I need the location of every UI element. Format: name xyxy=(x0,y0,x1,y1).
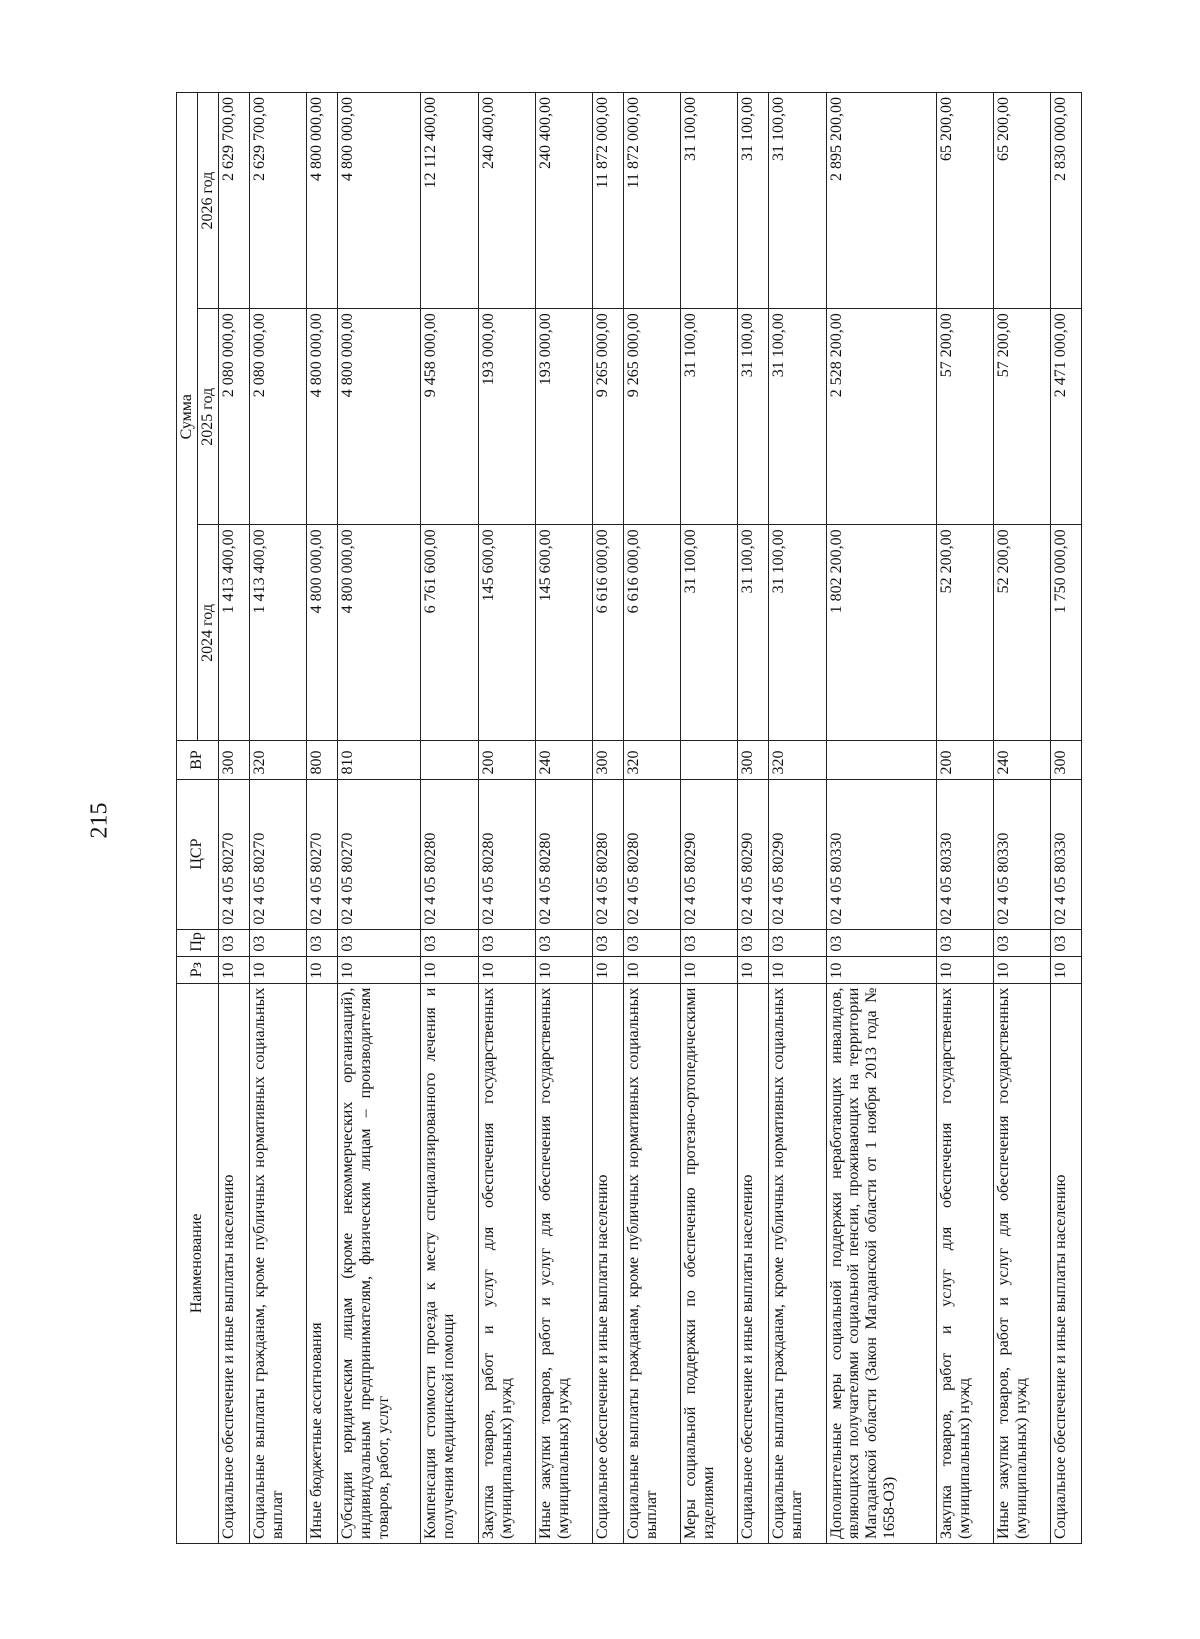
header-rz: Рз xyxy=(177,956,219,983)
cell-csr: 02 4 05 80290 xyxy=(738,779,769,929)
cell-rz: 10 xyxy=(1051,956,1082,983)
cell-vr xyxy=(421,741,478,779)
cell-rz: 10 xyxy=(593,956,624,983)
cell-2024: 31 100,00 xyxy=(769,525,826,741)
cell-2024: 6 761 600,00 xyxy=(421,525,478,741)
cell-2024: 145 600,00 xyxy=(478,525,535,741)
cell-2026: 240 400,00 xyxy=(478,93,535,309)
cell-csr: 02 4 05 80270 xyxy=(306,779,337,929)
cell-vr: 320 xyxy=(623,741,680,779)
cell-pr: 03 xyxy=(306,929,337,956)
cell-rz: 10 xyxy=(249,956,306,983)
cell-2026: 31 100,00 xyxy=(738,93,769,309)
cell-name: Социальное обеспечение и иные выплаты населению xyxy=(593,983,624,1543)
cell-2024: 31 100,00 xyxy=(738,525,769,741)
cell-2024: 1 413 400,00 xyxy=(218,525,249,741)
cell-2026: 31 100,00 xyxy=(769,93,826,309)
table-row xyxy=(826,93,936,1544)
cell-name: Иные закупки товаров, работ и услуг для обеспечения государственных (муниципальных) нужд xyxy=(993,983,1050,1543)
cell-vr: 200 xyxy=(936,741,993,779)
cell-2024: 1 802 200,00 xyxy=(826,525,936,741)
cell-csr: 02 4 05 80270 xyxy=(249,779,306,929)
cell-vr: 320 xyxy=(249,741,306,779)
table-row xyxy=(218,93,249,1544)
cell-pr: 03 xyxy=(421,929,478,956)
cell-2026: 11 872 000,00 xyxy=(623,93,680,309)
header-sum: Сумма xyxy=(177,93,198,742)
cell-csr: 02 4 05 80280 xyxy=(623,779,680,929)
cell-name: Социальное обеспечение и иные выплаты населению xyxy=(1051,983,1082,1543)
cell-rz: 10 xyxy=(769,956,826,983)
cell-2024: 52 200,00 xyxy=(993,525,1050,741)
table-row xyxy=(681,93,738,1544)
cell-2025: 4 800 000,00 xyxy=(306,309,337,525)
cell-vr: 300 xyxy=(218,741,249,779)
cell-name: Социальные выплаты гражданам, кроме публичных нормативных социальных выплат xyxy=(769,983,826,1543)
cell-rz: 10 xyxy=(936,956,993,983)
cell-2026: 65 200,00 xyxy=(993,93,1050,309)
cell-2024: 4 800 000,00 xyxy=(306,525,337,741)
cell-pr: 03 xyxy=(769,929,826,956)
cell-2026: 4 800 000,00 xyxy=(306,93,337,309)
cell-name: Меры социальной поддержки по обеспечению протезно-ортопедическими изделиями xyxy=(681,983,738,1543)
cell-vr: 300 xyxy=(1051,741,1082,779)
table-header xyxy=(177,93,219,1544)
cell-pr: 03 xyxy=(936,929,993,956)
cell-vr: 810 xyxy=(337,741,421,779)
cell-2026: 11 872 000,00 xyxy=(593,93,624,309)
header-name: Наименование xyxy=(177,983,219,1543)
cell-vr: 300 xyxy=(593,741,624,779)
cell-2026: 2 629 700,00 xyxy=(249,93,306,309)
cell-2025: 193 000,00 xyxy=(478,309,535,525)
table-row xyxy=(478,93,535,1544)
cell-2026: 2 830 000,00 xyxy=(1051,93,1082,309)
cell-name: Социальное обеспечение и иные выплаты населению xyxy=(738,983,769,1543)
cell-2025: 31 100,00 xyxy=(681,309,738,525)
cell-2025: 193 000,00 xyxy=(535,309,592,525)
cell-2025: 31 100,00 xyxy=(738,309,769,525)
cell-pr: 03 xyxy=(218,929,249,956)
cell-name: Социальные выплаты гражданам, кроме публичных нормативных социальных выплат xyxy=(623,983,680,1543)
cell-2025: 2 471 000,00 xyxy=(1051,309,1082,525)
header-vr: ВР xyxy=(177,741,219,779)
cell-2026: 240 400,00 xyxy=(535,93,592,309)
table-row xyxy=(1051,93,1082,1544)
cell-csr: 02 4 05 80280 xyxy=(593,779,624,929)
cell-2024: 52 200,00 xyxy=(936,525,993,741)
cell-rz: 10 xyxy=(421,956,478,983)
page-number-text: 215 xyxy=(86,802,113,838)
cell-rz: 10 xyxy=(306,956,337,983)
cell-rz: 10 xyxy=(623,956,680,983)
cell-2025: 2 080 000,00 xyxy=(218,309,249,525)
cell-rz: 10 xyxy=(681,956,738,983)
table-row xyxy=(306,93,337,1544)
cell-2025: 57 200,00 xyxy=(936,309,993,525)
cell-name: Компенсация стоимости проезда к месту специализированного лечения и получения медицинской помощи xyxy=(421,983,478,1543)
cell-2026: 2 629 700,00 xyxy=(218,93,249,309)
table-row xyxy=(535,93,592,1544)
cell-csr: 02 4 05 80270 xyxy=(337,779,421,929)
cell-2025: 9 458 000,00 xyxy=(421,309,478,525)
header-pr: Пр xyxy=(177,929,219,956)
cell-csr: 02 4 05 80280 xyxy=(535,779,592,929)
cell-rz: 10 xyxy=(218,956,249,983)
cell-vr: 800 xyxy=(306,741,337,779)
cell-csr: 02 4 05 80280 xyxy=(421,779,478,929)
cell-2024: 4 800 000,00 xyxy=(337,525,421,741)
cell-pr: 03 xyxy=(249,929,306,956)
cell-2026: 31 100,00 xyxy=(681,93,738,309)
table-row xyxy=(993,93,1050,1544)
cell-2024: 6 616 000,00 xyxy=(593,525,624,741)
cell-name: Социальные выплаты гражданам, кроме публичных нормативных социальных выплат xyxy=(249,983,306,1543)
cell-name: Дополнительные меры социальной поддержки неработающих инвалидов, являющихся получателями социальной пенсии, проживающих на территории Магаданской области (Закон Магаданской области от 1 ноября 2013 года № 1658-ОЗ) xyxy=(826,983,936,1543)
cell-2025: 57 200,00 xyxy=(993,309,1050,525)
cell-2025: 2 080 000,00 xyxy=(249,309,306,525)
rotated-table-frame xyxy=(176,92,1082,1544)
cell-vr: 300 xyxy=(738,741,769,779)
cell-name: Закупка товаров, работ и услуг для обеспечения государственных (муниципальных) нужд xyxy=(936,983,993,1543)
cell-vr xyxy=(826,741,936,779)
cell-csr: 02 4 05 80290 xyxy=(681,779,738,929)
table-row xyxy=(421,93,478,1544)
cell-rz: 10 xyxy=(826,956,936,983)
cell-name: Социальное обеспечение и иные выплаты населению xyxy=(218,983,249,1543)
cell-2025: 31 100,00 xyxy=(769,309,826,525)
cell-csr: 02 4 05 80290 xyxy=(769,779,826,929)
table-body xyxy=(218,93,1081,1544)
cell-pr: 03 xyxy=(535,929,592,956)
table-row xyxy=(593,93,624,1544)
header-2024: 2024 год xyxy=(197,525,218,741)
table-row xyxy=(337,93,421,1544)
cell-pr: 03 xyxy=(826,929,936,956)
rotated-table-content xyxy=(176,92,1082,1544)
cell-2025: 4 800 000,00 xyxy=(337,309,421,525)
cell-rz: 10 xyxy=(535,956,592,983)
cell-vr: 240 xyxy=(535,741,592,779)
cell-pr: 03 xyxy=(478,929,535,956)
cell-2024: 31 100,00 xyxy=(681,525,738,741)
cell-pr: 03 xyxy=(738,929,769,956)
table-row xyxy=(936,93,993,1544)
cell-rz: 10 xyxy=(478,956,535,983)
cell-pr: 03 xyxy=(337,929,421,956)
table-row xyxy=(249,93,306,1544)
cell-csr: 02 4 05 80280 xyxy=(478,779,535,929)
cell-name: Закупка товаров, работ и услуг для обеспечения государственных (муниципальных) нужд xyxy=(478,983,535,1543)
cell-vr: 240 xyxy=(993,741,1050,779)
cell-pr: 03 xyxy=(681,929,738,956)
cell-csr: 02 4 05 80330 xyxy=(936,779,993,929)
cell-csr: 02 4 05 80330 xyxy=(826,779,936,929)
cell-2025: 2 528 200,00 xyxy=(826,309,936,525)
cell-2025: 9 265 000,00 xyxy=(593,309,624,525)
cell-rz: 10 xyxy=(738,956,769,983)
header-csr: ЦСР xyxy=(177,779,219,929)
cell-name: Субсидии юридическим лицам (кроме некоммерческих организаций), индивидуальным предпринимателям, физическим лицам – производителям товаров, работ, услуг xyxy=(337,983,421,1543)
cell-2024: 1 750 000,00 xyxy=(1051,525,1082,741)
page-number xyxy=(80,780,120,860)
table-row xyxy=(738,93,769,1544)
cell-pr: 03 xyxy=(993,929,1050,956)
cell-rz: 10 xyxy=(337,956,421,983)
cell-2024: 145 600,00 xyxy=(535,525,592,741)
cell-vr: 200 xyxy=(478,741,535,779)
cell-name: Иные закупки товаров, работ и услуг для обеспечения государственных (муниципальных) нужд xyxy=(535,983,592,1543)
cell-2026: 4 800 000,00 xyxy=(337,93,421,309)
cell-pr: 03 xyxy=(1051,929,1082,956)
cell-2026: 65 200,00 xyxy=(936,93,993,309)
table-row xyxy=(623,93,680,1544)
cell-vr: 320 xyxy=(769,741,826,779)
cell-csr: 02 4 05 80330 xyxy=(993,779,1050,929)
cell-pr: 03 xyxy=(623,929,680,956)
cell-2026: 12 112 400,00 xyxy=(421,93,478,309)
header-2025: 2025 год xyxy=(197,309,218,525)
cell-csr: 02 4 05 80330 xyxy=(1051,779,1082,929)
cell-2024: 1 413 400,00 xyxy=(249,525,306,741)
cell-vr xyxy=(681,741,738,779)
cell-rz: 10 xyxy=(993,956,1050,983)
cell-pr: 03 xyxy=(593,929,624,956)
cell-2024: 6 616 000,00 xyxy=(623,525,680,741)
budget-table xyxy=(176,92,1082,1544)
header-2026: 2026 год xyxy=(197,93,218,309)
table-row xyxy=(769,93,826,1544)
cell-2025: 9 265 000,00 xyxy=(623,309,680,525)
cell-2026: 2 895 200,00 xyxy=(826,93,936,309)
cell-name: Иные бюджетные ассигнования xyxy=(306,983,337,1543)
cell-csr: 02 4 05 80270 xyxy=(218,779,249,929)
